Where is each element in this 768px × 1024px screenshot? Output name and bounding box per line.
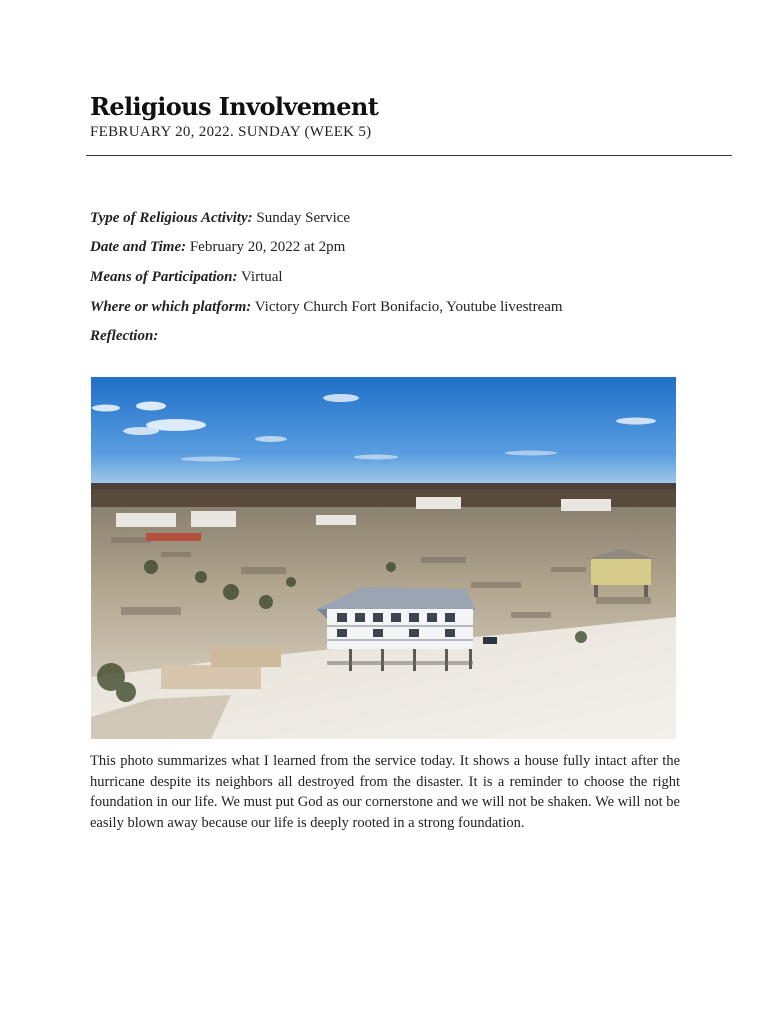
field-activity <box>90 210 350 227</box>
field-activity-value: Sunday Service <box>256 210 351 226</box>
field-activity-label: Type of Religious Activity: <box>90 210 253 226</box>
field-means <box>90 269 283 286</box>
field-reflection-label: Reflection: <box>90 328 159 344</box>
field-platform <box>90 299 563 316</box>
field-datetime <box>90 239 345 256</box>
page-subtitle-date: FEBRUARY 20, 2022. SUNDAY (WEEK 5) <box>90 124 372 140</box>
field-datetime-value: February 20, 2022 at 2pm <box>189 239 346 255</box>
field-means-label: Means of Participation: <box>90 269 238 285</box>
field-platform-label: Where or which platform: <box>90 299 252 315</box>
reflection-paragraph: This photo summarizes what I learned from the service today. It shows a house fully intact after the hurricane despite its neighbors all destroyed from the disaster. It is a reminder to choose the right foundation in our life. We must put God as our cornerstone and we will not be shaken. We will not be easily blown away because our life is deeply rooted in a strong foundation. <box>90 753 680 831</box>
page-title: Religious Involvement <box>90 92 379 121</box>
aerial-photo <box>91 377 676 739</box>
field-means-value: Virtual <box>241 269 283 285</box>
field-platform-value: Victory Church Fort Bonifacio, Youtube livestream <box>254 299 563 315</box>
title-divider <box>86 155 732 156</box>
field-reflection <box>90 328 158 345</box>
field-datetime-label: Date and Time: <box>90 239 187 255</box>
